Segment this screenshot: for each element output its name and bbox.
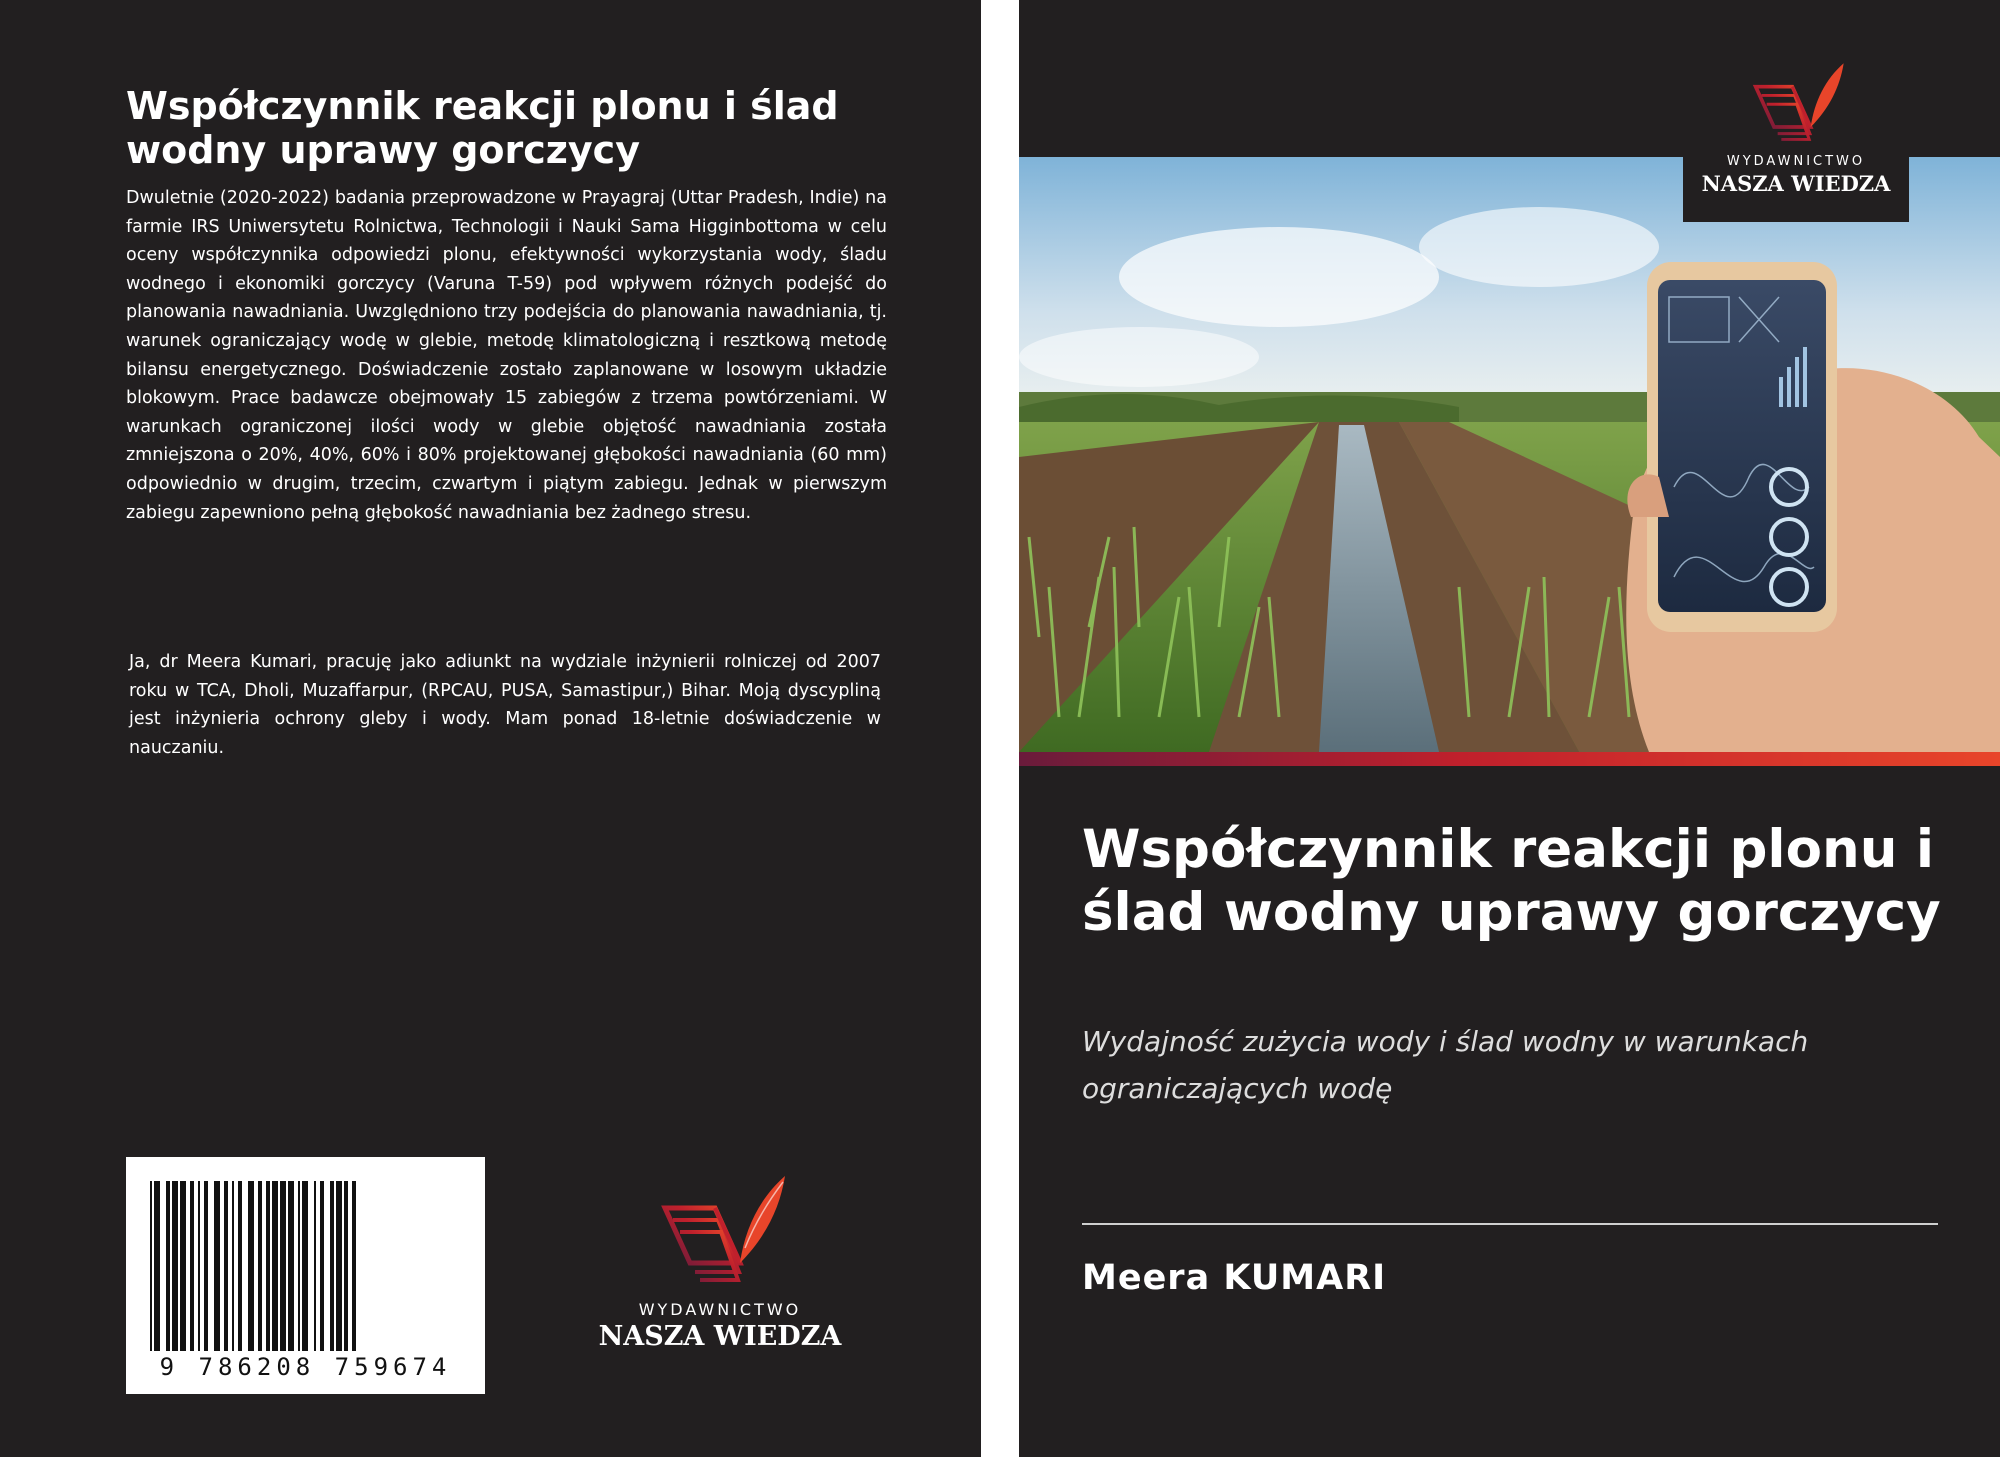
barcode-bar [204, 1181, 208, 1351]
publisher-logo-front [1683, 56, 1909, 196]
barcode-bars [126, 1157, 485, 1357]
barcode-bar [258, 1181, 262, 1351]
barcode-bar [154, 1181, 160, 1351]
back-cover-title: Współczynnik reakcji plonu i ślad wodny uprawy gorczycy [126, 84, 839, 172]
barcode-bar [336, 1181, 342, 1351]
barcode-bar [298, 1181, 300, 1351]
barcode-bar [214, 1181, 220, 1351]
barcode-bar [272, 1181, 278, 1351]
book-quill-logo-icon [1741, 56, 1851, 154]
front-cover-subtitle: Wydajność zużycia wody i ślad wodny w warunkach ograniczających wodę [1082, 1025, 1809, 1105]
barcode-bar [198, 1181, 200, 1351]
author-name: Meera KUMARI [1082, 1258, 1387, 1298]
barcode-bar [150, 1181, 152, 1351]
back-cover [0, 0, 981, 1457]
divider-line [1082, 1223, 1938, 1225]
author-bio: Ja, dr Meera Kumari, pracuję jako adiunkt na wydziale inżynierii rolniczej od 2007 roku w TCA, Dholi, Muzaffarpur, (RPCAU, PUSA, Samastipur,) Bihar. Moją dyscypliną jest inżynieria ochrony gleby i wody. Mam ponad 18-letnie doświadczenie w nauczaniu. [129, 652, 881, 758]
barcode-bar [238, 1181, 242, 1351]
barcode-bar [166, 1181, 170, 1351]
publisher-logo-box [1683, 52, 1909, 222]
publisher-line2: NASZA WIEDZA [598, 1321, 842, 1352]
barcode-bar [302, 1181, 308, 1351]
barcode-bar [314, 1181, 316, 1351]
isbn-number: 9 786208 759674 [159, 1353, 452, 1381]
publisher-line1: WYDAWNICTWO [638, 1300, 802, 1319]
barcode-bar [320, 1181, 324, 1351]
publisher-logo-back [570, 1168, 870, 1352]
barcode-bar [280, 1181, 286, 1351]
barcode-bar [344, 1181, 348, 1351]
accent-stripe [1019, 752, 2000, 766]
barcode-bar [190, 1181, 194, 1351]
book-quill-logo-icon [645, 1168, 795, 1298]
barcode-bar [224, 1181, 228, 1351]
barcode-bar [248, 1181, 254, 1351]
barcode-bar [266, 1181, 270, 1351]
barcode-bar [232, 1181, 234, 1351]
barcode-bar [180, 1181, 186, 1351]
barcode-bar [172, 1181, 178, 1351]
book-description: Dwuletnie (2020-2022) badania przeprowadzone w Prayagraj (Uttar Pradesh, Indie) na farmie IRS Uniwersytetu Rolnictwa, Technologii i Nauki Sama Higginbottoma w celu oceny współczynnika odpowiedzi plonu, efektywności wykorzystania wody, śladu wodnego i ekonomiki gorczycy (Varuna T-59) pod wpływem różnych podejść do planowania nawadniania. Uwzględniono trzy podejścia do planowania nawadniania, tj. warunek ograniczający wodę w glebie, metodę klimatologiczną i resztkową metodę bilansu energetycznego. Doświadczenie zostało zaplanowane w losowym układzie blokowym. Prace badawcze obejmowały 15 zabiegów z trzema powtórzeniami. W warunkach ograniczonej ilości wody w glebie objętość nawadniania została zmniejszona o 20%, 40%, 60% i 80% projektowanej głębokości nawadniania (60 mm) odpowiednio w drugim, trzecim, czwartym i piątym zabiegu. Jednak w pierwszym zabiegu zapewniono pełną głębokość nawadniania bez żadnego stresu. [126, 188, 887, 523]
isbn-barcode [126, 1157, 485, 1394]
barcode-bar [288, 1181, 294, 1351]
barcode-bar [352, 1181, 356, 1351]
front-cover-title: Współczynnik reakcji plonu i ślad wodny uprawy gorczycy [1082, 819, 1941, 943]
publisher-line2: NASZA WIEDZA [1701, 171, 1891, 196]
front-cover [1019, 0, 2000, 1457]
publisher-line1: WYDAWNICTWO [1726, 154, 1866, 169]
barcode-bar [330, 1181, 334, 1351]
crop-field-photo [1019, 157, 2000, 752]
